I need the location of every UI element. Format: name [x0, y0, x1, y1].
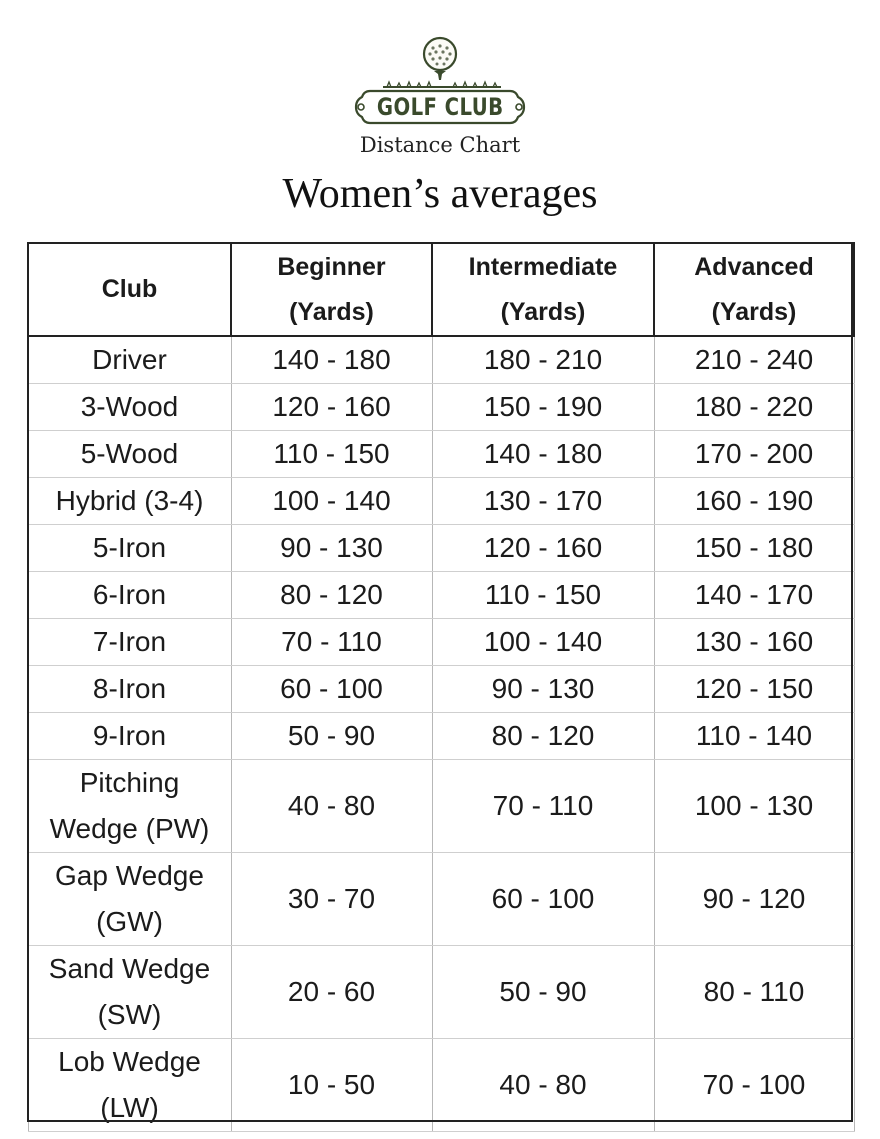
column-header-intermediate: Intermediate (Yards)	[432, 243, 654, 336]
chart-subtitle: Distance Chart	[359, 133, 521, 157]
beginner-cell: 70 - 110	[231, 619, 432, 666]
intermediate-cell: 110 - 150	[432, 572, 654, 619]
advanced-cell: 120 - 150	[654, 666, 854, 713]
golf-club-logo	[352, 88, 528, 126]
intermediate-cell: 140 - 180	[432, 431, 654, 478]
club-cell: 3-Wood	[28, 384, 231, 431]
advanced-cell: 100 - 130	[654, 760, 854, 853]
intermediate-cell: 120 - 160	[432, 525, 654, 572]
table-header-row	[28, 243, 854, 336]
club-cell: 7-Iron	[28, 619, 231, 666]
beginner-cell: 110 - 150	[231, 431, 432, 478]
table-row	[28, 336, 854, 384]
table-row	[28, 478, 854, 525]
advanced-cell: 90 - 120	[654, 853, 854, 946]
chart-header	[0, 0, 880, 240]
intermediate-cell: 90 - 130	[432, 666, 654, 713]
page-title: Women’s averages	[282, 171, 598, 217]
advanced-cell: 80 - 110	[654, 946, 854, 1039]
logo-text: GOLF CLUB	[376, 93, 504, 121]
intermediate-cell: 80 - 120	[432, 713, 654, 760]
advanced-cell: 130 - 160	[654, 619, 854, 666]
beginner-cell: 140 - 180	[231, 336, 432, 384]
club-cell: Driver	[28, 336, 231, 384]
beginner-cell: 100 - 140	[231, 478, 432, 525]
club-cell: 9-Iron	[28, 713, 231, 760]
table-row	[28, 946, 854, 1039]
club-cell: Gap Wedge (GW)	[28, 853, 231, 946]
advanced-cell: 160 - 190	[654, 478, 854, 525]
table-row	[28, 666, 854, 713]
advanced-cell: 110 - 140	[654, 713, 854, 760]
intermediate-cell: 40 - 80	[432, 1039, 654, 1132]
club-cell: Lob Wedge (LW)	[28, 1039, 231, 1132]
advanced-cell: 180 - 220	[654, 384, 854, 431]
beginner-cell: 40 - 80	[231, 760, 432, 853]
column-header-advanced: Advanced (Yards)	[654, 243, 854, 336]
intermediate-cell: 150 - 190	[432, 384, 654, 431]
beginner-cell: 80 - 120	[231, 572, 432, 619]
club-cell: Hybrid (3-4)	[28, 478, 231, 525]
club-cell: Sand Wedge (SW)	[28, 946, 231, 1039]
club-cell: 5-Iron	[28, 525, 231, 572]
golf-ball-on-tee-icon	[420, 36, 460, 80]
beginner-cell: 90 - 130	[231, 525, 432, 572]
table-row	[28, 1039, 854, 1132]
club-cell: 5-Wood	[28, 431, 231, 478]
intermediate-cell: 130 - 170	[432, 478, 654, 525]
column-header-beginner: Beginner (Yards)	[231, 243, 432, 336]
beginner-cell: 30 - 70	[231, 853, 432, 946]
club-cell: 6-Iron	[28, 572, 231, 619]
table-row	[28, 384, 854, 431]
advanced-cell: 170 - 200	[654, 431, 854, 478]
grass-line-icon	[383, 80, 501, 88]
table-row	[28, 525, 854, 572]
beginner-cell: 20 - 60	[231, 946, 432, 1039]
beginner-cell: 60 - 100	[231, 666, 432, 713]
intermediate-cell: 60 - 100	[432, 853, 654, 946]
club-cell: 8-Iron	[28, 666, 231, 713]
club-cell: Pitching Wedge (PW)	[28, 760, 231, 853]
advanced-cell: 210 - 240	[654, 336, 854, 384]
beginner-cell: 120 - 160	[231, 384, 432, 431]
table-row	[28, 572, 854, 619]
table-row	[28, 760, 854, 853]
beginner-cell: 50 - 90	[231, 713, 432, 760]
table-row	[28, 713, 854, 760]
intermediate-cell: 50 - 90	[432, 946, 654, 1039]
intermediate-cell: 100 - 140	[432, 619, 654, 666]
advanced-cell: 150 - 180	[654, 525, 854, 572]
beginner-cell: 10 - 50	[231, 1039, 432, 1132]
table-row	[28, 431, 854, 478]
column-header-club: Club	[28, 243, 231, 336]
distance-table	[27, 242, 855, 1132]
table-row	[28, 853, 854, 946]
advanced-cell: 70 - 100	[654, 1039, 854, 1132]
table-row	[28, 619, 854, 666]
intermediate-cell: 70 - 110	[432, 760, 654, 853]
intermediate-cell: 180 - 210	[432, 336, 654, 384]
advanced-cell: 140 - 170	[654, 572, 854, 619]
